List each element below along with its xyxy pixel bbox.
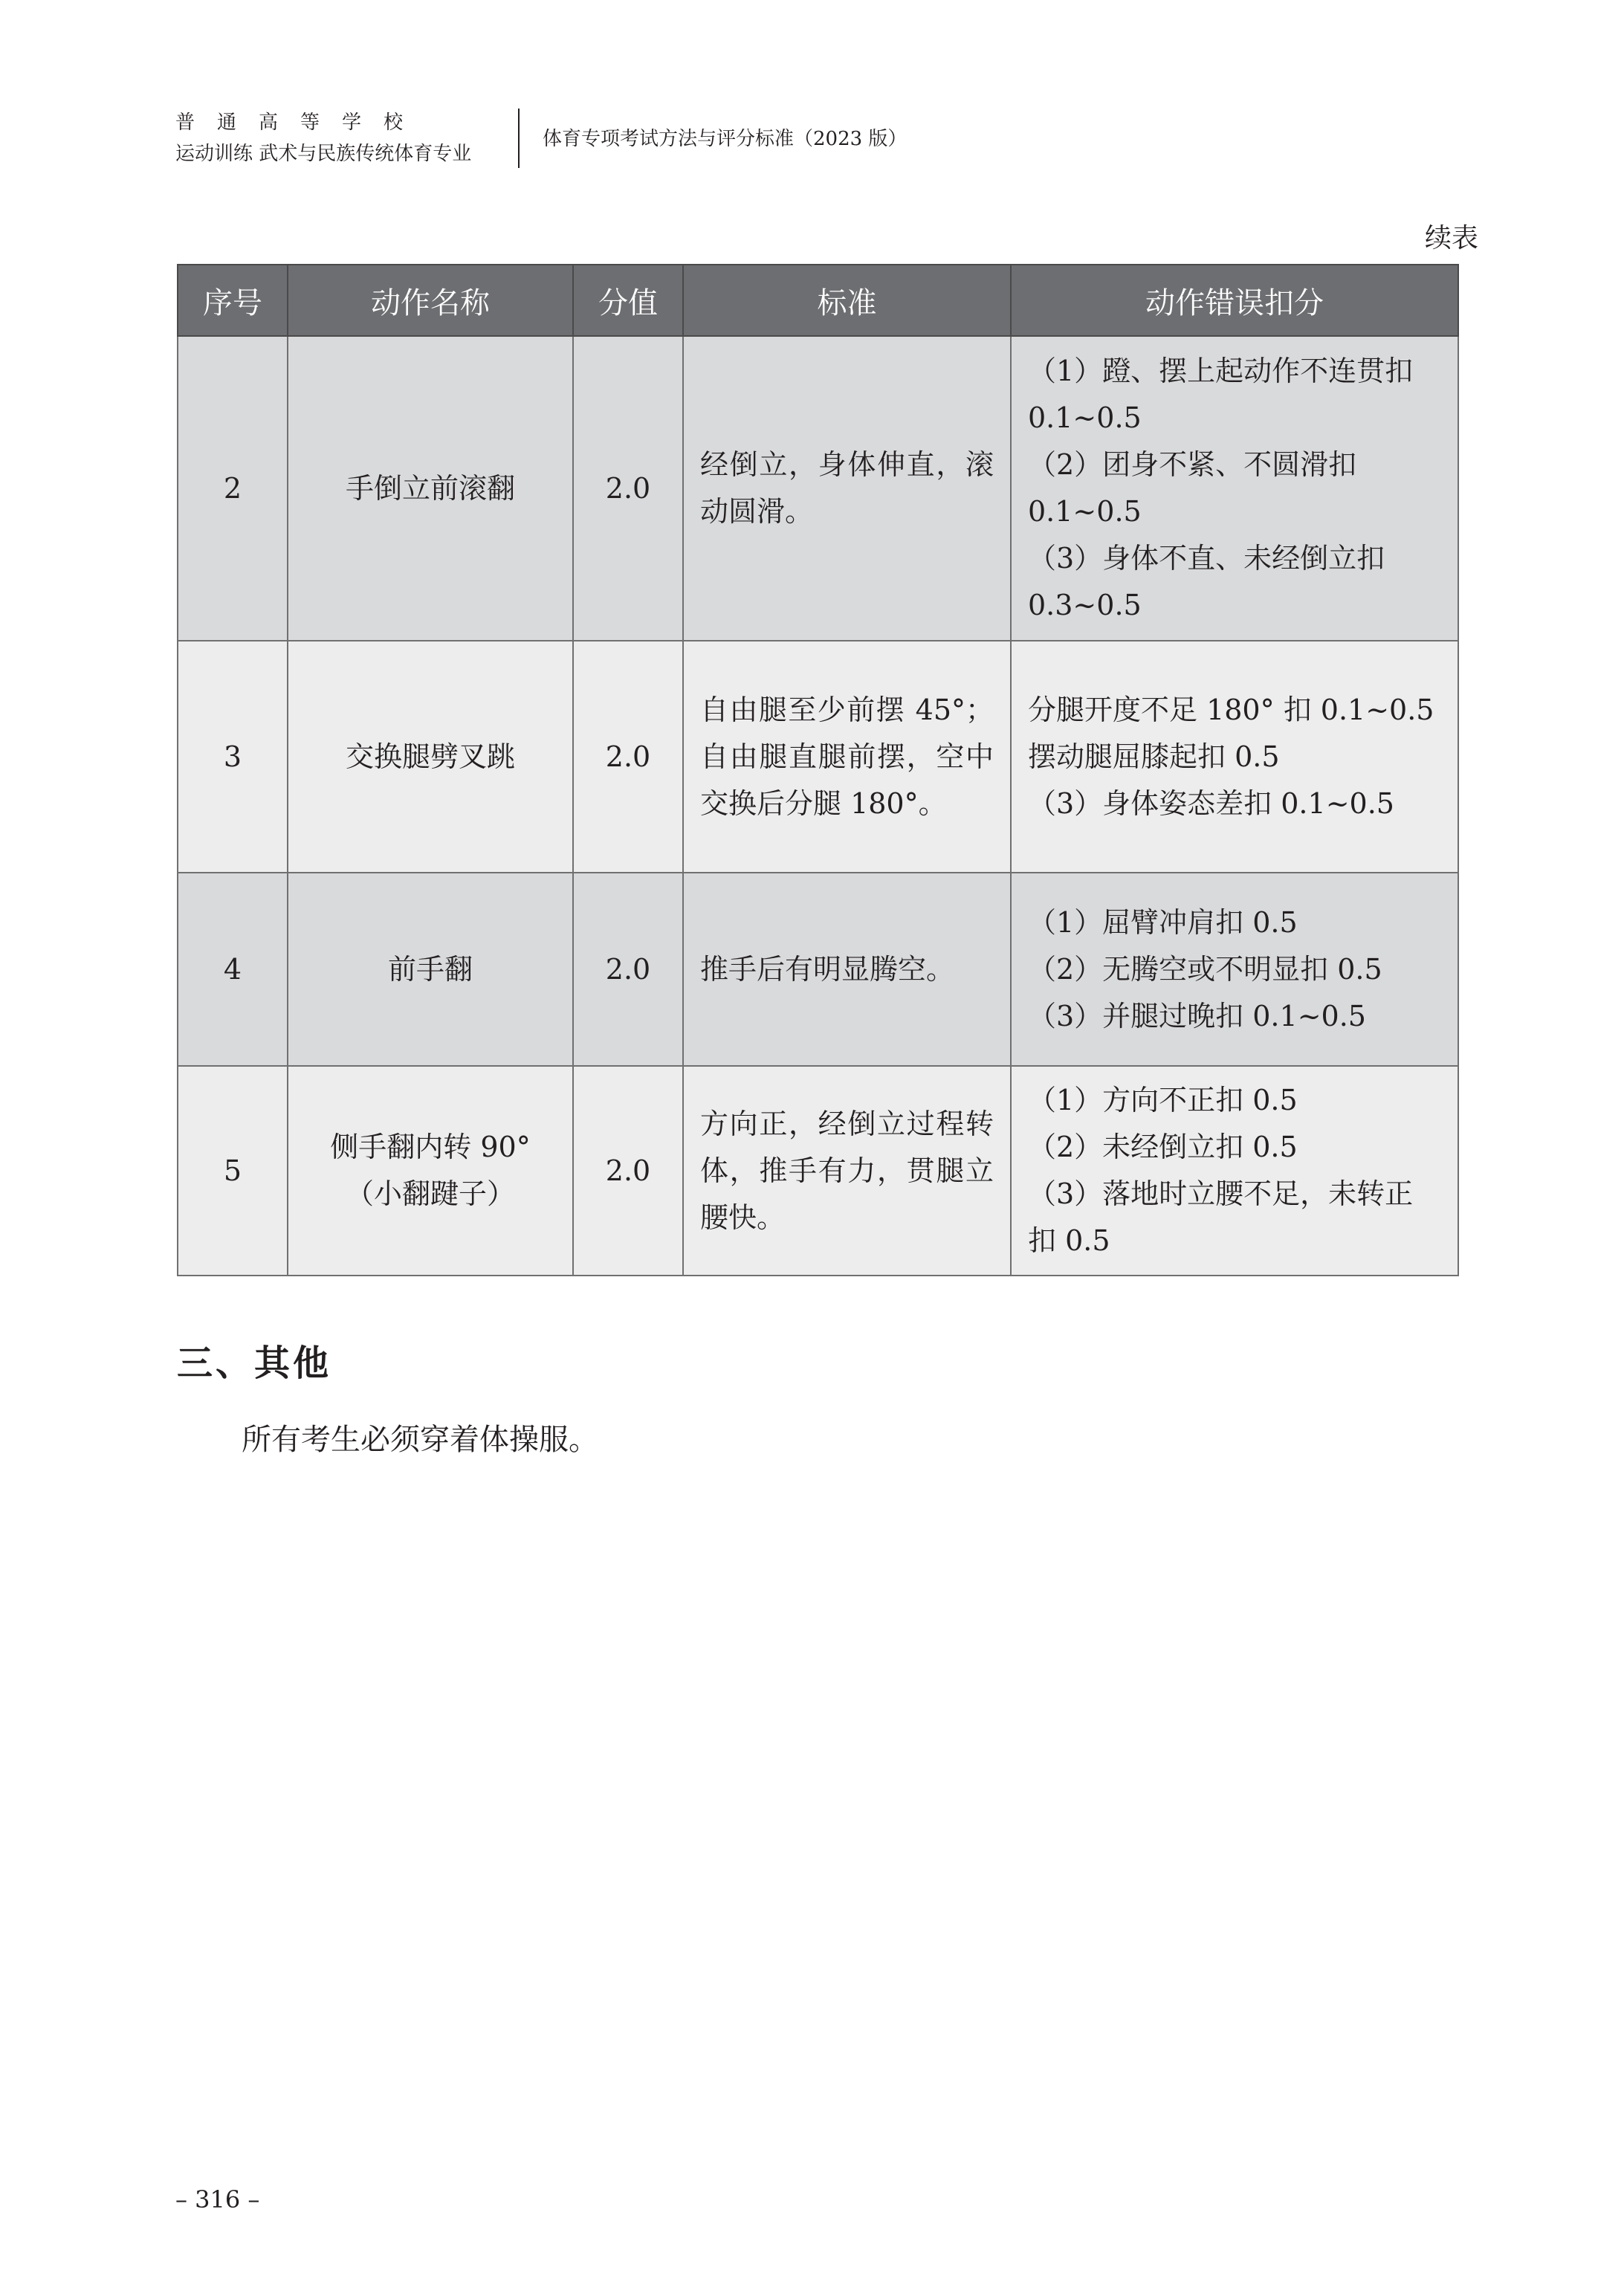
col-header-name: 动作名称 [288, 265, 573, 336]
cell-deductions [1011, 1066, 1458, 1276]
cell-score: 2.0 [573, 1066, 683, 1276]
cell-standard: 推手后有明显腾空。 [683, 873, 1011, 1066]
table-row [178, 873, 1458, 1066]
running-header-left [175, 110, 471, 167]
section-text: 所有考生必须穿着体操服。 [242, 1423, 598, 1457]
col-header-no: 序号 [178, 265, 288, 336]
cell-no: 4 [178, 873, 288, 1066]
cell-name-line: 侧手翻内转 90° [330, 1131, 531, 1163]
deduction-line: （3）落地时立腰不足，未转正扣 0.5 [1028, 1177, 1414, 1257]
header-school: 普通高等学校 [175, 111, 426, 134]
col-header-deductions: 动作错误扣分 [1011, 265, 1458, 336]
cell-deductions [1011, 873, 1458, 1066]
cell-deductions [1011, 336, 1458, 641]
deduction-line: （2）无腾空或不明显扣 0.5 [1028, 952, 1382, 986]
cell-standard: 自由腿至少前摆 45°；自由腿直腿前摆，空中交换后分腿 180°。 [683, 641, 1011, 873]
cell-no: 5 [178, 1066, 288, 1276]
deduction-line: （1）蹬、摆上起动作不连贯扣 0.1~0.5 [1028, 355, 1414, 434]
col-header-standard: 标准 [683, 265, 1011, 336]
cell-standard: 经倒立，身体伸直，滚动圆滑。 [683, 336, 1011, 641]
cell-score: 2.0 [573, 873, 683, 1066]
header-divider [518, 109, 520, 168]
section-title: 三、其他 [177, 1342, 332, 1384]
cell-name: 前手翻 [288, 873, 573, 1066]
table-header-row [178, 265, 1458, 336]
table-row [178, 336, 1458, 641]
header-title: 体育专项考试方法与评分标准（2023 版） [543, 128, 908, 150]
page-number: – 316 – [175, 2185, 260, 2214]
deduction-line: （3）身体不直、未经倒立扣 0.3~0.5 [1028, 542, 1385, 621]
cell-score: 2.0 [573, 641, 683, 873]
deduction-line: 摆动腿屈膝起扣 0.5 [1028, 740, 1280, 773]
deduction-line: （1）屈臂冲肩扣 0.5 [1028, 905, 1298, 939]
table-row [178, 1066, 1458, 1276]
cell-name-line: （小翻踺子） [345, 1177, 515, 1210]
cell-name: 手倒立前滚翻 [288, 336, 573, 641]
cell-no: 3 [178, 641, 288, 873]
deduction-line: （2）未经倒立扣 0.5 [1028, 1131, 1298, 1163]
col-header-score: 分值 [573, 265, 683, 336]
cell-no: 2 [178, 336, 288, 641]
header-major: 运动训练 武术与民族传统体育专业 [175, 143, 472, 165]
cell-score: 2.0 [573, 336, 683, 641]
table-row [178, 641, 1458, 873]
scoring-table [177, 264, 1459, 1276]
cell-standard: 方向正，经倒立过程转体，推手有力，贯腿立腰快。 [683, 1066, 1011, 1276]
continued-label: 续表 [1424, 223, 1478, 253]
cell-deductions [1011, 641, 1458, 873]
deduction-line: 分腿开度不足 180° 扣 0.1~0.5 [1028, 693, 1434, 726]
deduction-line: （3）身体姿态差扣 0.1~0.5 [1028, 786, 1394, 820]
cell-name: 交换腿劈叉跳 [288, 641, 573, 873]
deduction-line: （2）团身不紧、不圆滑扣 0.1~0.5 [1028, 448, 1357, 528]
deduction-line: （1）方向不正扣 0.5 [1028, 1084, 1298, 1116]
cell-name [288, 1066, 573, 1276]
deduction-line: （3）并腿过晚扣 0.1~0.5 [1028, 999, 1366, 1032]
